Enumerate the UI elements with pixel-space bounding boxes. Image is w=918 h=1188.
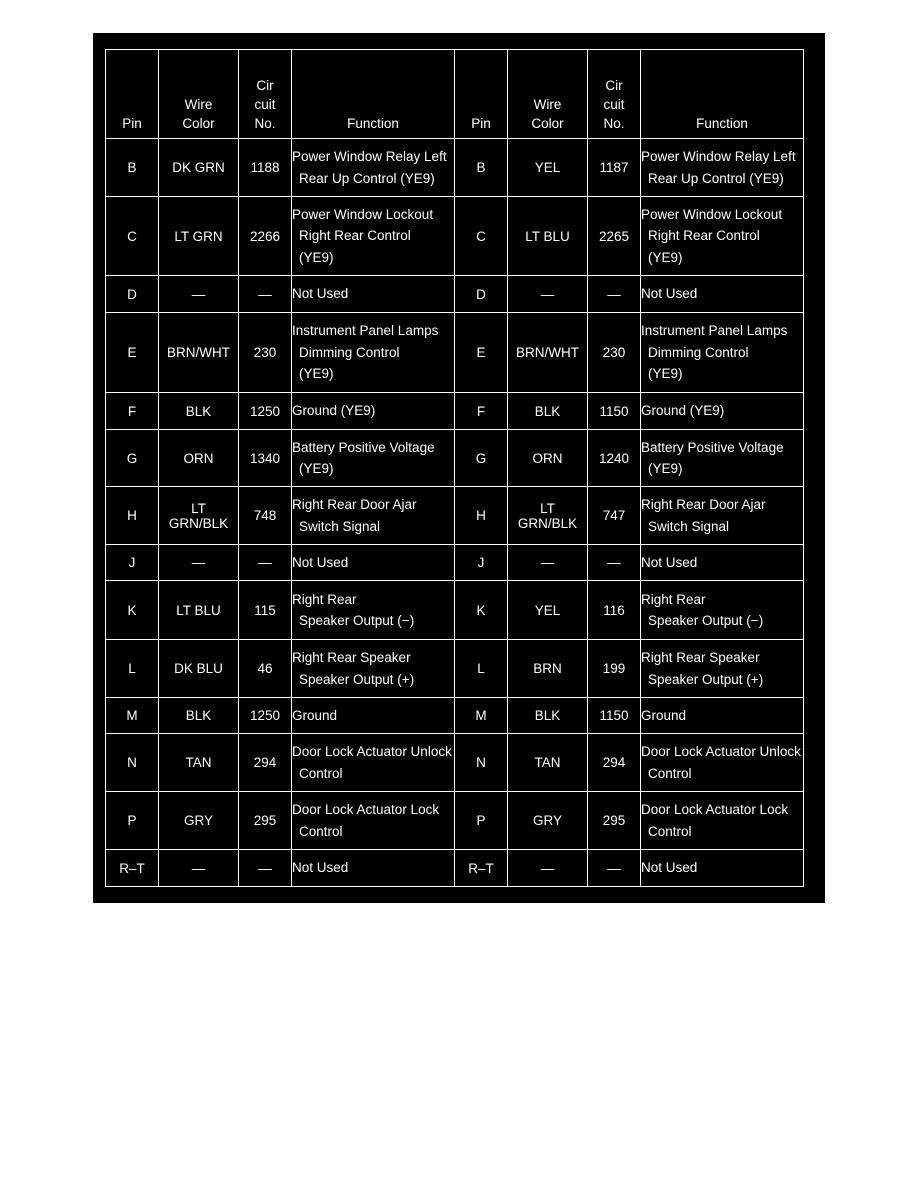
circuit-number-cell: 1250 (239, 393, 292, 430)
circuit-number-cell: 294 (239, 734, 292, 792)
header-wire-color-line: Wire (184, 97, 213, 112)
function-line: Not Used (641, 554, 698, 570)
pin-cell: H (455, 487, 508, 545)
header-wire-color-left (159, 50, 239, 139)
function-cell (292, 698, 455, 734)
header-pin-left: Pin (106, 50, 159, 139)
function-line: Not Used (292, 286, 349, 302)
function-line: Door Lock Actuator Lock (641, 802, 789, 817)
circuit-number-cell: — (239, 545, 292, 581)
table-row (106, 313, 804, 393)
circuit-number-cell: 1340 (239, 430, 292, 487)
wire-color-cell: GRY (508, 792, 588, 850)
wire-color-cell: LT BLU (508, 197, 588, 276)
header-pin-right: Pin (455, 50, 508, 139)
table-row (106, 393, 804, 430)
function-cell (641, 850, 804, 887)
function-line: Speaker Output (−) (299, 613, 415, 628)
function-cell (641, 393, 804, 430)
table-row (106, 487, 804, 545)
function-line: Power Window Lockout (292, 206, 434, 222)
function-line: Battery Positive Voltage (292, 439, 435, 455)
function-line: Ground (YE9) (292, 403, 376, 419)
wire-color-cell: GRY (159, 792, 239, 850)
header-wire-color-line: Color (182, 116, 215, 131)
circuit-number-cell: 1150 (588, 698, 641, 734)
circuit-number-cell: 748 (239, 487, 292, 545)
wire-color-cell: — (159, 545, 239, 581)
circuit-number-cell: 2265 (588, 197, 641, 276)
pin-cell: J (106, 545, 159, 581)
header-wire-color-line: Color (531, 116, 564, 131)
pin-cell: B (455, 139, 508, 197)
wire-color-cell: BLK (159, 698, 239, 734)
pin-cell: H (106, 487, 159, 545)
function-line: Right Rear Speaker (641, 650, 760, 665)
function-cell (292, 313, 455, 393)
wire-color-cell: TAN (508, 734, 588, 792)
function-line: Right Rear Speaker (292, 650, 411, 665)
connector-pinout-table (105, 49, 804, 887)
header-circuit-line: cuit (254, 97, 276, 112)
function-line: Dimming Control (648, 344, 749, 360)
wire-color-cell: — (508, 850, 588, 887)
table-row (106, 792, 804, 850)
table-row (106, 581, 804, 640)
function-cell (292, 545, 455, 581)
header-circuit-line: No. (254, 116, 276, 131)
function-line: Door Lock Actuator Lock (292, 802, 440, 817)
function-line: Ground (YE9) (641, 403, 725, 419)
circuit-number-cell: 230 (588, 313, 641, 393)
wire-color-cell (159, 487, 239, 545)
pin-cell: C (106, 197, 159, 276)
circuit-number-cell: 1250 (239, 698, 292, 734)
function-cell (292, 850, 455, 887)
function-line: Right Rear Control (299, 228, 411, 244)
wire-color-line: GRN/BLK (517, 515, 578, 531)
wire-color-line: LT (540, 500, 555, 516)
circuit-number-cell: 1187 (588, 139, 641, 197)
pin-cell: L (106, 640, 159, 698)
function-cell (641, 197, 804, 276)
table-row (106, 139, 804, 197)
function-line: (YE9) (648, 249, 683, 265)
function-line: Right Rear Door Ajar (292, 497, 417, 512)
function-line: Control (299, 765, 343, 781)
header-circuit-left (239, 50, 292, 139)
table-row (106, 850, 804, 887)
wire-color-cell: — (508, 545, 588, 581)
table-row (106, 276, 804, 313)
circuit-number-cell: 1240 (588, 430, 641, 487)
function-line: Control (299, 823, 343, 839)
pin-cell: C (455, 197, 508, 276)
circuit-number-cell: 230 (239, 313, 292, 393)
function-line: Power Window Relay Left (641, 149, 796, 164)
function-cell (292, 393, 455, 430)
pin-cell: D (455, 276, 508, 313)
function-cell (292, 581, 455, 640)
table-row (106, 545, 804, 581)
function-line: (YE9) (299, 366, 334, 382)
circuit-number-cell: 295 (239, 792, 292, 850)
function-cell (292, 197, 455, 276)
wire-color-cell: BLK (508, 393, 588, 430)
header-wire-color-right (508, 50, 588, 139)
wire-color-cell: BLK (159, 393, 239, 430)
table-body (106, 139, 804, 887)
pin-cell: K (106, 581, 159, 640)
wire-color-cell: YEL (508, 581, 588, 640)
pin-cell: F (106, 393, 159, 430)
pin-cell: P (106, 792, 159, 850)
function-line: Ground (641, 707, 687, 723)
wire-color-cell: BRN/WHT (508, 313, 588, 393)
pin-cell: D (106, 276, 159, 313)
circuit-number-cell: 116 (588, 581, 641, 640)
wire-color-cell: ORN (159, 430, 239, 487)
function-line: (YE9) (299, 461, 334, 476)
pin-cell: B (106, 139, 159, 197)
header-circuit-line: Cir (256, 78, 274, 93)
table-header-row (106, 50, 804, 139)
wire-color-cell: DK BLU (159, 640, 239, 698)
table-row (106, 430, 804, 487)
function-cell (641, 313, 804, 393)
wire-color-cell (508, 487, 588, 545)
function-line: Right Rear Control (648, 228, 760, 244)
function-line: Not Used (641, 286, 698, 302)
function-cell (292, 276, 455, 313)
circuit-number-cell: 115 (239, 581, 292, 640)
function-line: Right Rear Door Ajar (641, 497, 766, 512)
pin-cell: E (455, 313, 508, 393)
pin-cell: N (455, 734, 508, 792)
wire-color-line: GRN/BLK (168, 515, 229, 531)
circuit-number-cell: — (588, 850, 641, 887)
function-cell (292, 487, 455, 545)
circuit-number-cell: — (588, 545, 641, 581)
function-line: Door Lock Actuator Unlock (292, 744, 452, 759)
header-circuit-right (588, 50, 641, 139)
header-circuit-line: cuit (603, 97, 625, 112)
pin-cell: K (455, 581, 508, 640)
wire-color-cell: BLK (508, 698, 588, 734)
function-cell (641, 430, 804, 487)
wire-color-cell: — (159, 276, 239, 313)
function-line: Speaker Output (−) (648, 613, 764, 628)
function-line: Door Lock Actuator Unlock (641, 744, 801, 759)
pin-cell: J (455, 545, 508, 581)
function-line: Not Used (292, 860, 349, 876)
wire-color-cell: ORN (508, 430, 588, 487)
function-cell (641, 139, 804, 197)
function-line: Ground (292, 707, 338, 723)
function-line: Right Rear (641, 591, 706, 607)
circuit-number-cell: 1188 (239, 139, 292, 197)
function-cell (641, 487, 804, 545)
circuit-number-cell: 1150 (588, 393, 641, 430)
circuit-number-cell: 199 (588, 640, 641, 698)
function-line: Switch Signal (648, 518, 730, 534)
wire-color-cell: — (508, 276, 588, 313)
function-cell (641, 792, 804, 850)
function-cell (292, 640, 455, 698)
pin-cell: M (455, 698, 508, 734)
table-row (106, 734, 804, 792)
function-line: Power Window Relay Left (292, 149, 447, 164)
function-line: Dimming Control (299, 344, 400, 360)
function-cell (292, 139, 455, 197)
pin-cell: N (106, 734, 159, 792)
pin-cell: P (455, 792, 508, 850)
pin-cell: L (455, 640, 508, 698)
wire-color-cell: LT GRN (159, 197, 239, 276)
function-line: Speaker Output (+) (299, 671, 415, 687)
header-circuit-line: Cir (605, 78, 623, 93)
wire-color-cell: LT BLU (159, 581, 239, 640)
function-line: Instrument Panel Lamps (292, 323, 439, 339)
circuit-number-cell: — (239, 850, 292, 887)
function-cell (641, 640, 804, 698)
function-line: Speaker Output (+) (648, 671, 764, 687)
function-cell (292, 430, 455, 487)
circuit-number-cell: 2266 (239, 197, 292, 276)
table-row (106, 698, 804, 734)
function-line: Not Used (292, 554, 349, 570)
circuit-number-cell: 46 (239, 640, 292, 698)
function-line: (YE9) (648, 366, 683, 382)
wire-color-cell: — (159, 850, 239, 887)
wire-color-cell: BRN/WHT (159, 313, 239, 393)
header-wire-color-line: Wire (533, 97, 562, 112)
function-cell (641, 581, 804, 640)
function-line: Rear Up Control (YE9) (299, 170, 435, 186)
wire-color-cell: TAN (159, 734, 239, 792)
wire-color-line: LT (191, 500, 206, 516)
function-line: Not Used (641, 860, 698, 876)
header-function-right: Function (641, 50, 804, 139)
function-line: (YE9) (648, 461, 683, 476)
function-cell (292, 734, 455, 792)
function-line: Control (648, 765, 692, 781)
function-line: Power Window Lockout (641, 206, 783, 222)
table-row (106, 640, 804, 698)
circuit-number-cell: — (239, 276, 292, 313)
function-cell (641, 276, 804, 313)
function-line: Control (648, 823, 692, 839)
pin-cell: G (106, 430, 159, 487)
circuit-number-cell: 295 (588, 792, 641, 850)
function-cell (641, 734, 804, 792)
wire-color-cell: YEL (508, 139, 588, 197)
circuit-number-cell: 747 (588, 487, 641, 545)
function-line: Battery Positive Voltage (641, 439, 784, 455)
function-line: Instrument Panel Lamps (641, 323, 788, 339)
function-cell (641, 698, 804, 734)
connector-pinout-sheet (93, 33, 825, 903)
function-cell (641, 545, 804, 581)
function-line: Switch Signal (299, 518, 381, 534)
pin-cell: R–T (106, 850, 159, 887)
circuit-number-cell: — (588, 276, 641, 313)
header-function-left: Function (292, 50, 455, 139)
pin-cell: M (106, 698, 159, 734)
pin-cell: R–T (455, 850, 508, 887)
pin-cell: F (455, 393, 508, 430)
header-circuit-line: No. (603, 116, 625, 131)
wire-color-cell: DK GRN (159, 139, 239, 197)
circuit-number-cell: 294 (588, 734, 641, 792)
pin-cell: G (455, 430, 508, 487)
table-row (106, 197, 804, 276)
function-line: (YE9) (299, 249, 334, 265)
pin-cell: E (106, 313, 159, 393)
wire-color-cell: BRN (508, 640, 588, 698)
function-line: Right Rear (292, 591, 357, 607)
function-line: Rear Up Control (YE9) (648, 170, 784, 186)
function-cell (292, 792, 455, 850)
